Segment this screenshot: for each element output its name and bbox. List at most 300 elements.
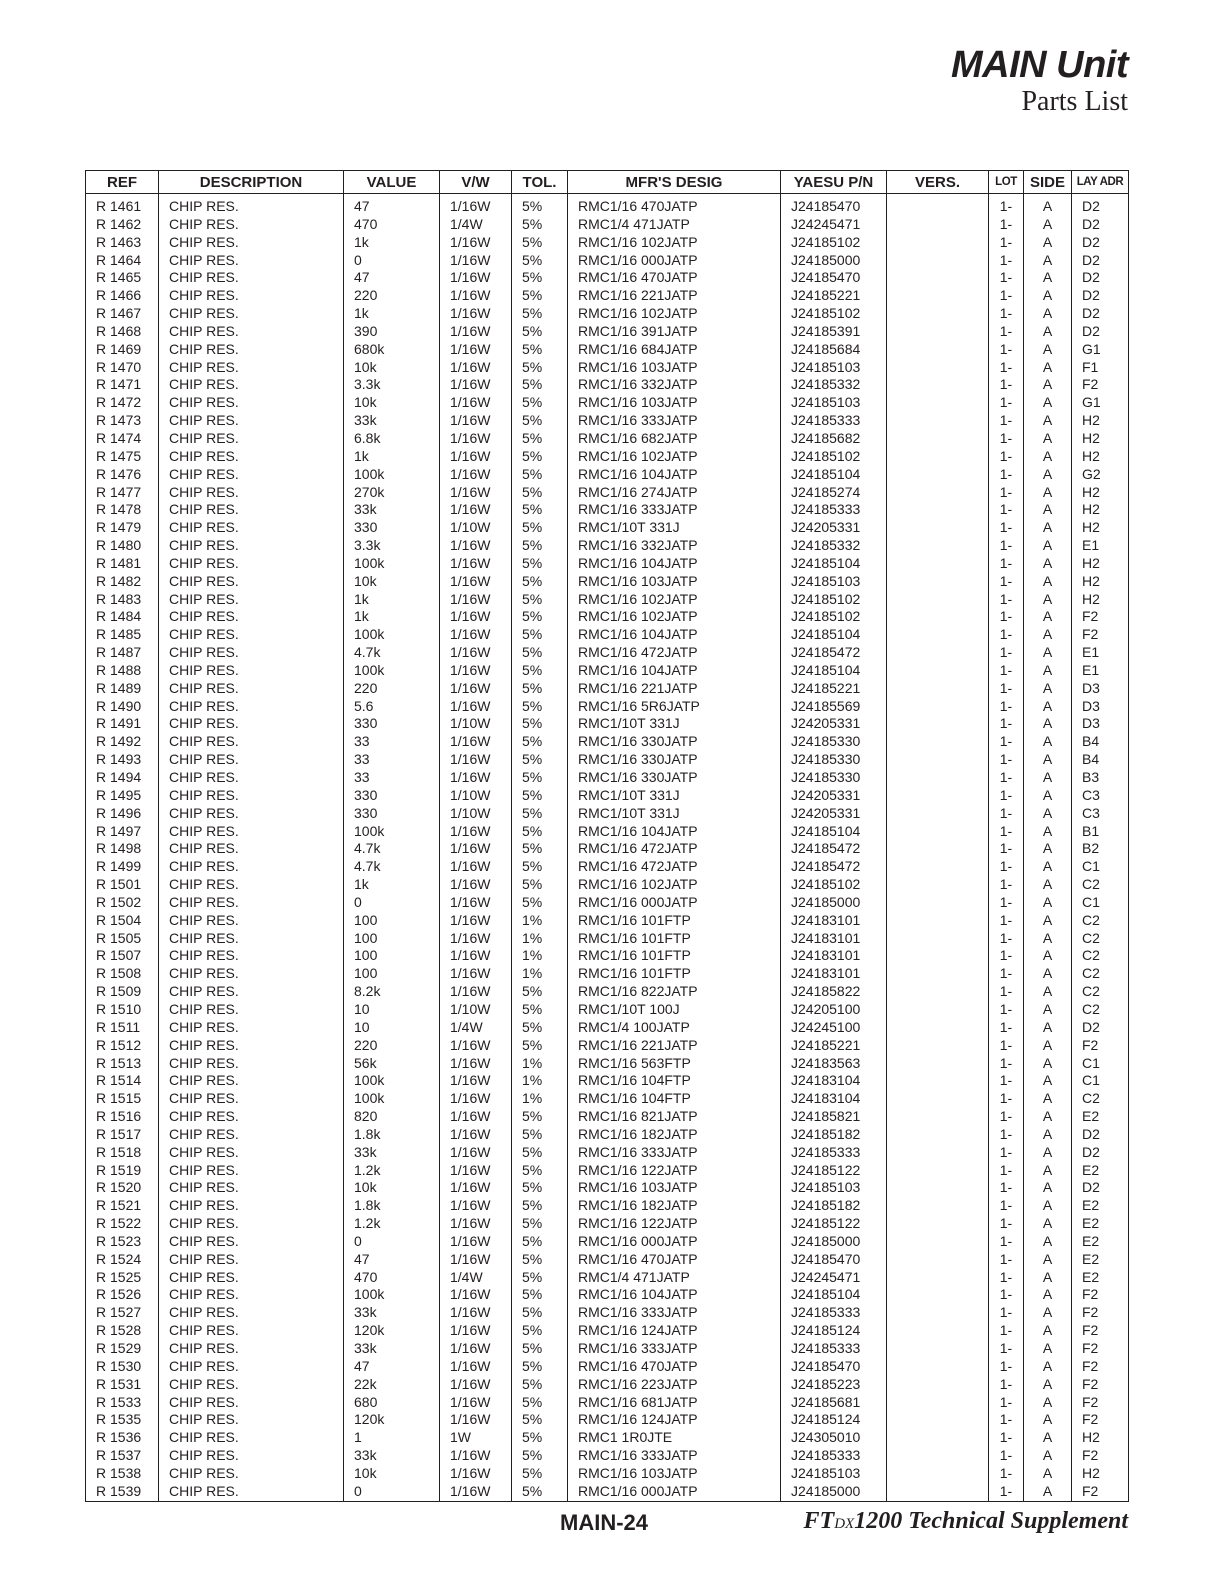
cell-ref: R 1493 <box>86 751 159 769</box>
cell-vw: 1/16W <box>440 858 512 876</box>
cell-vw: 1/16W <box>440 573 512 591</box>
cell-lay-adr: F2 <box>1072 1322 1129 1340</box>
cell-yaesu-pn: J24185330 <box>781 751 887 769</box>
cell-ref: R 1495 <box>86 787 159 805</box>
cell-description: CHIP RES. <box>159 1269 344 1287</box>
cell-tol: 5% <box>512 1037 568 1055</box>
cell-ref: R 1517 <box>86 1126 159 1144</box>
cell-value: 8.2k <box>344 983 440 1001</box>
table-row <box>86 1001 1129 1019</box>
cell-yaesu-pn: J24185681 <box>781 1394 887 1412</box>
cell-lot: 1- <box>989 1108 1024 1126</box>
cell-mfrs-desig: RMC1/16 333JATP <box>568 1340 781 1358</box>
cell-side: A <box>1024 394 1072 412</box>
cell-vw: 1/10W <box>440 715 512 733</box>
cell-yaesu-pn: J24185333 <box>781 501 887 519</box>
cell-value: 47 <box>344 194 440 216</box>
cell-vw: 1/16W <box>440 412 512 430</box>
table-row <box>86 1072 1129 1090</box>
cell-mfrs-desig: RMC1/16 472JATP <box>568 644 781 662</box>
cell-mfrs-desig: RMC1/16 103JATP <box>568 1179 781 1197</box>
cell-side: A <box>1024 359 1072 377</box>
column-header-ref: REF <box>86 171 159 194</box>
cell-vers <box>887 1429 989 1447</box>
cell-side: A <box>1024 1162 1072 1180</box>
cell-ref: R 1498 <box>86 840 159 858</box>
table-row <box>86 644 1129 662</box>
cell-ref: R 1487 <box>86 644 159 662</box>
cell-ref: R 1505 <box>86 930 159 948</box>
table-row <box>86 1376 1129 1394</box>
cell-value: 6.8k <box>344 430 440 448</box>
cell-value: 1.8k <box>344 1126 440 1144</box>
cell-value: 330 <box>344 715 440 733</box>
cell-vers <box>887 1447 989 1465</box>
cell-value: 22k <box>344 1376 440 1394</box>
cell-lay-adr: F2 <box>1072 1286 1129 1304</box>
cell-value: 100 <box>344 930 440 948</box>
table-row <box>86 555 1129 573</box>
cell-vers <box>887 448 989 466</box>
cell-tol: 5% <box>512 1215 568 1233</box>
cell-tol: 5% <box>512 359 568 377</box>
cell-yaesu-pn: J24183101 <box>781 912 887 930</box>
cell-mfrs-desig: RMC1/16 472JATP <box>568 840 781 858</box>
cell-vers <box>887 894 989 912</box>
cell-lot: 1- <box>989 1322 1024 1340</box>
cell-mfrs-desig: RMC1/16 470JATP <box>568 194 781 216</box>
cell-vw: 1/16W <box>440 1215 512 1233</box>
cell-lot: 1- <box>989 662 1024 680</box>
cell-tol: 5% <box>512 341 568 359</box>
cell-side: A <box>1024 823 1072 841</box>
cell-ref: R 1519 <box>86 1162 159 1180</box>
cell-value: 100 <box>344 947 440 965</box>
cell-side: A <box>1024 1322 1072 1340</box>
cell-side: A <box>1024 1108 1072 1126</box>
cell-side: A <box>1024 1394 1072 1412</box>
cell-vw: 1/16W <box>440 1322 512 1340</box>
cell-lot: 1- <box>989 680 1024 698</box>
cell-lay-adr: B3 <box>1072 769 1129 787</box>
cell-mfrs-desig: RMC1 1R0JTE <box>568 1429 781 1447</box>
table-row <box>86 1108 1129 1126</box>
cell-lay-adr: D2 <box>1072 234 1129 252</box>
cell-tol: 5% <box>512 876 568 894</box>
cell-side: A <box>1024 733 1072 751</box>
cell-ref: R 1512 <box>86 1037 159 1055</box>
table-row <box>86 573 1129 591</box>
cell-vw: 1/16W <box>440 394 512 412</box>
cell-mfrs-desig: RMC1/16 102JATP <box>568 448 781 466</box>
cell-yaesu-pn: J24185182 <box>781 1197 887 1215</box>
cell-description: CHIP RES. <box>159 1215 344 1233</box>
cell-lay-adr: H2 <box>1072 573 1129 591</box>
cell-value: 100k <box>344 555 440 573</box>
cell-vers <box>887 234 989 252</box>
cell-ref: R 1463 <box>86 234 159 252</box>
table-row <box>86 1483 1129 1501</box>
cell-lot: 1- <box>989 1215 1024 1233</box>
cell-lot: 1- <box>989 965 1024 983</box>
cell-yaesu-pn: J24245471 <box>781 216 887 234</box>
cell-side: A <box>1024 1215 1072 1233</box>
cell-yaesu-pn: J24185102 <box>781 876 887 894</box>
cell-description: CHIP RES. <box>159 1090 344 1108</box>
cell-ref: R 1509 <box>86 983 159 1001</box>
cell-value: 820 <box>344 1108 440 1126</box>
cell-vw: 1/16W <box>440 448 512 466</box>
cell-vers <box>887 698 989 716</box>
cell-tol: 5% <box>512 1286 568 1304</box>
cell-vw: 1/16W <box>440 269 512 287</box>
table-row <box>86 662 1129 680</box>
cell-vw: 1/4W <box>440 1019 512 1037</box>
cell-vers <box>887 1197 989 1215</box>
cell-description: CHIP RES. <box>159 501 344 519</box>
document-title <box>804 1508 1128 1535</box>
cell-vw: 1/16W <box>440 501 512 519</box>
cell-side: A <box>1024 1001 1072 1019</box>
cell-vw: 1/16W <box>440 1251 512 1269</box>
cell-vers <box>887 394 989 412</box>
cell-vw: 1/4W <box>440 1269 512 1287</box>
cell-tol: 5% <box>512 1001 568 1019</box>
cell-lot: 1- <box>989 1340 1024 1358</box>
cell-ref: R 1499 <box>86 858 159 876</box>
cell-vers <box>887 305 989 323</box>
cell-description: CHIP RES. <box>159 394 344 412</box>
cell-tol: 1% <box>512 965 568 983</box>
cell-lay-adr: C2 <box>1072 965 1129 983</box>
cell-vers <box>887 194 989 216</box>
cell-lay-adr: D2 <box>1072 1179 1129 1197</box>
cell-lay-adr: F2 <box>1072 1411 1129 1429</box>
cell-yaesu-pn: J24185682 <box>781 430 887 448</box>
cell-lay-adr: F2 <box>1072 1447 1129 1465</box>
table-row <box>86 858 1129 876</box>
cell-lot: 1- <box>989 484 1024 502</box>
cell-side: A <box>1024 751 1072 769</box>
cell-side: A <box>1024 1251 1072 1269</box>
cell-vers <box>887 537 989 555</box>
cell-value: 1k <box>344 305 440 323</box>
cell-value: 33k <box>344 1340 440 1358</box>
cell-lay-adr: H2 <box>1072 412 1129 430</box>
table-row <box>86 983 1129 1001</box>
cell-lay-adr: C1 <box>1072 894 1129 912</box>
cell-description: CHIP RES. <box>159 930 344 948</box>
cell-description: CHIP RES. <box>159 1304 344 1322</box>
cell-tol: 5% <box>512 751 568 769</box>
cell-lay-adr: E2 <box>1072 1215 1129 1233</box>
cell-yaesu-pn: J24185104 <box>781 555 887 573</box>
cell-mfrs-desig: RMC1/16 333JATP <box>568 1447 781 1465</box>
cell-value: 33 <box>344 751 440 769</box>
cell-lot: 1- <box>989 1144 1024 1162</box>
cell-mfrs-desig: RMC1/4 471JATP <box>568 216 781 234</box>
cell-side: A <box>1024 1072 1072 1090</box>
cell-description: CHIP RES. <box>159 376 344 394</box>
cell-side: A <box>1024 947 1072 965</box>
cell-lot: 1- <box>989 1465 1024 1483</box>
cell-tol: 5% <box>512 376 568 394</box>
cell-mfrs-desig: RMC1/16 103JATP <box>568 394 781 412</box>
cell-ref: R 1521 <box>86 1197 159 1215</box>
cell-yaesu-pn: J24185221 <box>781 680 887 698</box>
cell-vers <box>887 1233 989 1251</box>
cell-lot: 1- <box>989 1037 1024 1055</box>
cell-value: 1k <box>344 608 440 626</box>
cell-side: A <box>1024 1358 1072 1376</box>
cell-vw: 1/16W <box>440 1197 512 1215</box>
cell-mfrs-desig: RMC1/16 103JATP <box>568 573 781 591</box>
cell-ref: R 1496 <box>86 805 159 823</box>
cell-lay-adr: F2 <box>1072 1394 1129 1412</box>
cell-ref: R 1527 <box>86 1304 159 1322</box>
cell-lay-adr: B4 <box>1072 751 1129 769</box>
cell-vw: 1/16W <box>440 1144 512 1162</box>
table-row <box>86 1126 1129 1144</box>
cell-ref: R 1477 <box>86 484 159 502</box>
cell-vw: 1/16W <box>440 751 512 769</box>
cell-yaesu-pn: J24185102 <box>781 305 887 323</box>
cell-vers <box>887 484 989 502</box>
table-row <box>86 1233 1129 1251</box>
cell-tol: 1% <box>512 1090 568 1108</box>
cell-value: 4.7k <box>344 840 440 858</box>
cell-mfrs-desig: RMC1/16 333JATP <box>568 1144 781 1162</box>
cell-description: CHIP RES. <box>159 1055 344 1073</box>
cell-mfrs-desig: RMC1/16 223JATP <box>568 1376 781 1394</box>
cell-vers <box>887 751 989 769</box>
cell-mfrs-desig: RMC1/16 221JATP <box>568 1037 781 1055</box>
cell-lay-adr: E2 <box>1072 1197 1129 1215</box>
cell-mfrs-desig: RMC1/16 102JATP <box>568 305 781 323</box>
cell-value: 33 <box>344 733 440 751</box>
page-subtitle: Parts List <box>1021 86 1128 117</box>
cell-vw: 1/16W <box>440 983 512 1001</box>
cell-ref: R 1474 <box>86 430 159 448</box>
cell-ref: R 1516 <box>86 1108 159 1126</box>
table-row <box>86 1269 1129 1287</box>
cell-side: A <box>1024 1286 1072 1304</box>
cell-lot: 1- <box>989 573 1024 591</box>
cell-tol: 5% <box>512 519 568 537</box>
cell-side: A <box>1024 858 1072 876</box>
cell-tol: 5% <box>512 394 568 412</box>
cell-yaesu-pn: J24185391 <box>781 323 887 341</box>
cell-description: CHIP RES. <box>159 1483 344 1501</box>
table-row <box>86 519 1129 537</box>
table-row <box>86 1162 1129 1180</box>
cell-mfrs-desig: RMC1/16 333JATP <box>568 1304 781 1322</box>
cell-ref: R 1523 <box>86 1233 159 1251</box>
cell-lay-adr: C2 <box>1072 1001 1129 1019</box>
cell-mfrs-desig: RMC1/16 000JATP <box>568 252 781 270</box>
cell-lay-adr: C1 <box>1072 858 1129 876</box>
cell-value: 680 <box>344 1394 440 1412</box>
cell-yaesu-pn: J24245100 <box>781 1019 887 1037</box>
cell-lay-adr: F2 <box>1072 1376 1129 1394</box>
cell-value: 220 <box>344 287 440 305</box>
cell-value: 220 <box>344 680 440 698</box>
cell-lay-adr: H2 <box>1072 591 1129 609</box>
table-row <box>86 1019 1129 1037</box>
cell-tol: 5% <box>512 769 568 787</box>
cell-lay-adr: D2 <box>1072 1144 1129 1162</box>
cell-tol: 5% <box>512 644 568 662</box>
cell-vw: 1/16W <box>440 1162 512 1180</box>
cell-side: A <box>1024 519 1072 537</box>
cell-vers <box>887 1376 989 1394</box>
cell-value: 1.2k <box>344 1162 440 1180</box>
cell-ref: R 1466 <box>86 287 159 305</box>
cell-description: CHIP RES. <box>159 359 344 377</box>
cell-tol: 5% <box>512 573 568 591</box>
cell-ref: R 1461 <box>86 194 159 216</box>
cell-vers <box>887 1394 989 1412</box>
cell-yaesu-pn: J24205331 <box>781 787 887 805</box>
cell-vers <box>887 1304 989 1322</box>
cell-vw: 1/16W <box>440 1072 512 1090</box>
table-row <box>86 466 1129 484</box>
cell-description: CHIP RES. <box>159 287 344 305</box>
cell-vw: 1/16W <box>440 376 512 394</box>
cell-vers <box>887 1358 989 1376</box>
cell-mfrs-desig: RMC1/16 104JATP <box>568 626 781 644</box>
cell-yaesu-pn: J24185102 <box>781 234 887 252</box>
cell-lay-adr: D2 <box>1072 287 1129 305</box>
cell-yaesu-pn: J24183563 <box>781 1055 887 1073</box>
cell-tol: 5% <box>512 823 568 841</box>
cell-description: CHIP RES. <box>159 430 344 448</box>
cell-side: A <box>1024 1197 1072 1215</box>
cell-vers <box>887 1126 989 1144</box>
cell-lay-adr: B1 <box>1072 823 1129 841</box>
cell-value: 1k <box>344 876 440 894</box>
cell-tol: 5% <box>512 1358 568 1376</box>
cell-yaesu-pn: J24185472 <box>781 858 887 876</box>
cell-lay-adr: E2 <box>1072 1108 1129 1126</box>
cell-yaesu-pn: J24185122 <box>781 1215 887 1233</box>
cell-description: CHIP RES. <box>159 1286 344 1304</box>
cell-side: A <box>1024 1233 1072 1251</box>
cell-vw: 1/16W <box>440 769 512 787</box>
cell-side: A <box>1024 876 1072 894</box>
cell-description: CHIP RES. <box>159 894 344 912</box>
cell-value: 33 <box>344 769 440 787</box>
cell-lay-adr: H2 <box>1072 430 1129 448</box>
cell-side: A <box>1024 1376 1072 1394</box>
cell-value: 47 <box>344 269 440 287</box>
table-row <box>86 876 1129 894</box>
cell-vers <box>887 983 989 1001</box>
cell-lot: 1- <box>989 1001 1024 1019</box>
cell-vers <box>887 876 989 894</box>
parts-table-body <box>86 194 1129 1502</box>
cell-mfrs-desig: RMC1/16 000JATP <box>568 894 781 912</box>
cell-lot: 1- <box>989 323 1024 341</box>
table-row <box>86 1304 1129 1322</box>
cell-vw: 1/16W <box>440 894 512 912</box>
cell-yaesu-pn: J24185122 <box>781 1162 887 1180</box>
cell-vers <box>887 1340 989 1358</box>
cell-vw: 1/10W <box>440 519 512 537</box>
cell-vers <box>887 733 989 751</box>
cell-yaesu-pn: J24185684 <box>781 341 887 359</box>
cell-yaesu-pn: J24185472 <box>781 644 887 662</box>
cell-tol: 5% <box>512 1394 568 1412</box>
cell-lot: 1- <box>989 359 1024 377</box>
cell-vers <box>887 858 989 876</box>
cell-mfrs-desig: RMC1/16 470JATP <box>568 269 781 287</box>
cell-ref: R 1520 <box>86 1179 159 1197</box>
cell-value: 4.7k <box>344 644 440 662</box>
cell-lay-adr: B4 <box>1072 733 1129 751</box>
cell-description: CHIP RES. <box>159 1108 344 1126</box>
cell-mfrs-desig: RMC1/16 563FTP <box>568 1055 781 1073</box>
cell-lay-adr: C1 <box>1072 1072 1129 1090</box>
cell-value: 330 <box>344 519 440 537</box>
cell-vers <box>887 466 989 484</box>
cell-lay-adr: E2 <box>1072 1251 1129 1269</box>
table-row <box>86 769 1129 787</box>
cell-value: 100k <box>344 1072 440 1090</box>
cell-description: CHIP RES. <box>159 305 344 323</box>
cell-lay-adr: D2 <box>1072 216 1129 234</box>
cell-value: 10k <box>344 394 440 412</box>
table-row <box>86 1465 1129 1483</box>
cell-side: A <box>1024 466 1072 484</box>
cell-side: A <box>1024 715 1072 733</box>
cell-value: 1k <box>344 448 440 466</box>
cell-vw: 1/16W <box>440 680 512 698</box>
cell-vers <box>887 341 989 359</box>
cell-vw: 1/16W <box>440 1108 512 1126</box>
cell-ref: R 1537 <box>86 1447 159 1465</box>
cell-lot: 1- <box>989 769 1024 787</box>
cell-value: 10k <box>344 573 440 591</box>
cell-vw: 1/16W <box>440 1090 512 1108</box>
page-number: MAIN-24 <box>560 1510 649 1535</box>
cell-lay-adr: D3 <box>1072 680 1129 698</box>
cell-lot: 1- <box>989 1197 1024 1215</box>
cell-yaesu-pn: J24183104 <box>781 1090 887 1108</box>
cell-value: 330 <box>344 805 440 823</box>
cell-vers <box>887 252 989 270</box>
cell-lay-adr: D2 <box>1072 252 1129 270</box>
cell-lot: 1- <box>989 394 1024 412</box>
cell-ref: R 1471 <box>86 376 159 394</box>
cell-vers <box>887 216 989 234</box>
cell-value: 0 <box>344 1483 440 1501</box>
cell-side: A <box>1024 194 1072 216</box>
cell-lay-adr: D3 <box>1072 698 1129 716</box>
cell-vers <box>887 269 989 287</box>
cell-ref: R 1479 <box>86 519 159 537</box>
cell-description: CHIP RES. <box>159 1394 344 1412</box>
cell-yaesu-pn: J24305010 <box>781 1429 887 1447</box>
cell-description: CHIP RES. <box>159 1072 344 1090</box>
cell-yaesu-pn: J24185102 <box>781 591 887 609</box>
cell-description: CHIP RES. <box>159 876 344 894</box>
cell-description: CHIP RES. <box>159 626 344 644</box>
cell-mfrs-desig: RMC1/16 104JATP <box>568 555 781 573</box>
cell-lot: 1- <box>989 1358 1024 1376</box>
cell-lot: 1- <box>989 1447 1024 1465</box>
cell-ref: R 1467 <box>86 305 159 323</box>
